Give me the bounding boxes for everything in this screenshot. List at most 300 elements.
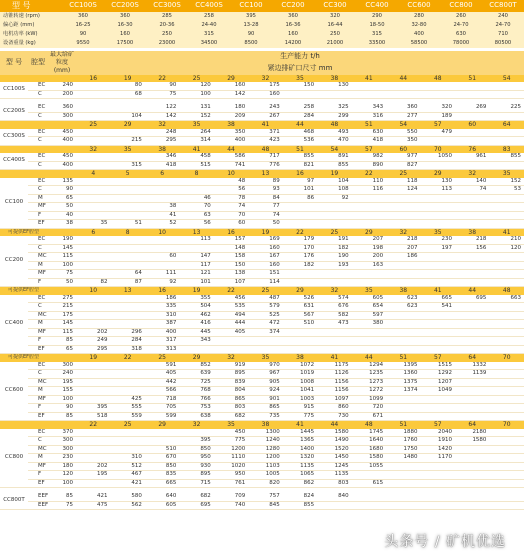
spec-value: 14200 [272, 39, 314, 48]
capacity-value: 1139 [455, 370, 489, 379]
capacity-value [489, 220, 524, 229]
capacity-value: 41 [145, 211, 179, 220]
spec-value: 160 [104, 30, 146, 39]
capacity-value: 1055 [352, 462, 386, 471]
capacity-value [317, 501, 351, 510]
capacity-value [489, 337, 524, 346]
capacity-value [421, 161, 455, 170]
max-feed-size: 115 [48, 328, 76, 337]
capacity-value: 582 [317, 311, 351, 320]
max-feed-size: 65 [48, 345, 76, 354]
group-model: CC200 [0, 236, 28, 287]
capacity-value: 1374 [386, 387, 420, 396]
max-feed-size: 85 [48, 493, 76, 501]
capacity-value: 865 [214, 395, 248, 404]
capacity-value [455, 303, 489, 312]
capacity-value: 804 [214, 387, 248, 396]
spec-value: 90 [62, 30, 104, 39]
capacity-row [0, 295, 524, 303]
capacity-value [110, 104, 144, 112]
max-feed-size: 300 [48, 445, 76, 454]
capacity-value [455, 82, 489, 90]
spec-label: 电机功率 (kW) [0, 30, 62, 39]
capacity-value: 1480 [386, 454, 420, 463]
capacity-value [386, 261, 420, 270]
capacity-value: 1745 [352, 429, 386, 437]
cavity-type: EC [28, 104, 48, 112]
capacity-value: 225 [489, 104, 524, 112]
capacity-value [455, 211, 489, 220]
css-value: 25 [386, 170, 420, 178]
capacity-value: 152 [179, 112, 213, 121]
capacity-value: 264 [179, 129, 213, 137]
css-value: 41 [489, 228, 524, 236]
capacity-value: 267 [248, 112, 282, 121]
capacity-row [0, 462, 524, 471]
css-value: 29 [421, 170, 455, 178]
css-band-row [0, 228, 524, 236]
capacity-value: 555 [110, 404, 144, 413]
capacity-value: 48 [214, 178, 248, 186]
cavity-type: MF [28, 462, 48, 471]
capacity-value: 1156 [317, 387, 351, 396]
spec-value: 395 [230, 12, 272, 21]
capacity-value: 1072 [283, 362, 317, 370]
capacity-value [76, 270, 110, 279]
css-value: 41 [283, 421, 317, 429]
capacity-value [386, 203, 420, 212]
model-name: CC400S [188, 0, 230, 12]
capacity-value [145, 429, 179, 437]
capacity-value [76, 395, 110, 404]
spec-value: 24-70 [482, 21, 524, 30]
capacity-value: 1065 [283, 471, 317, 480]
capacity-value: 1200 [248, 454, 282, 463]
capacity-value: 1126 [317, 370, 351, 379]
capacity-value [76, 82, 110, 90]
css-value: 38 [317, 75, 351, 83]
capacity-value: 1175 [317, 362, 351, 370]
capacity-value [352, 471, 386, 480]
css-value: 32 [248, 75, 282, 83]
css-value: 19 [76, 354, 110, 362]
capacity-row [0, 270, 524, 279]
capacity-value: 559 [110, 412, 144, 421]
capacity-value: 295 [76, 345, 110, 354]
css-value: 25 [317, 228, 351, 236]
capacity-value [110, 178, 144, 186]
capacity-value: 160 [214, 82, 248, 90]
capacity-value: 1135 [283, 462, 317, 471]
css-value: 8 [110, 228, 144, 236]
capacity-value: 355 [179, 295, 213, 303]
cavity-type: MC [28, 378, 48, 387]
capacity-value [455, 278, 489, 287]
capacity-value: 350 [386, 137, 420, 146]
css-value: 38 [214, 121, 248, 129]
capacity-value: 405 [214, 328, 248, 337]
capacity-value: 1240 [248, 437, 282, 446]
capacity-value: 1360 [386, 370, 420, 379]
capacity-row [0, 112, 524, 121]
css-value: 44 [455, 287, 489, 295]
cavity-type: MF [28, 270, 48, 279]
capacity-value: 163 [352, 261, 386, 270]
capacity-value [489, 501, 524, 510]
capacity-value: 824 [283, 493, 317, 501]
capacity-value [455, 337, 489, 346]
capacity-value: 761 [214, 479, 248, 488]
css-value: 41 [248, 121, 282, 129]
model-name: CC300 [314, 0, 356, 12]
capacity-row [0, 244, 524, 253]
cavity-type: EC [28, 153, 48, 161]
capacity-value: 623 [386, 303, 420, 312]
capacity-value [489, 454, 524, 463]
css-value: 22 [214, 287, 248, 295]
capacity-value: 776 [248, 161, 282, 170]
band-note [0, 121, 76, 129]
capacity-value: 207 [386, 244, 420, 253]
capacity-value [455, 161, 489, 170]
cavity-type: C [28, 90, 48, 99]
capacity-value: 493 [317, 129, 351, 137]
capacity-value [110, 437, 144, 446]
capacity-value [352, 493, 386, 501]
capacity-value: 371 [248, 129, 282, 137]
capacity-value: 682 [214, 412, 248, 421]
capacity-value: 1294 [352, 362, 386, 370]
max-feed-size: 300 [48, 437, 76, 446]
capacity-value [76, 129, 110, 137]
cavity-type: EC [28, 82, 48, 90]
capacity-value: 775 [214, 437, 248, 446]
capacity-value: 468 [283, 129, 317, 137]
capacity-value: 840 [317, 493, 351, 501]
spec-value: 78000 [440, 39, 482, 48]
capacity-value [76, 104, 110, 112]
capacity-value: 179 [283, 236, 317, 244]
capacity-value: 665 [421, 295, 455, 303]
max-feed-size: 145 [48, 244, 76, 253]
group-model: CC100 [0, 178, 28, 229]
max-feed-size: 155 [48, 387, 76, 396]
capacity-value: 1273 [352, 378, 386, 387]
capacity-value [386, 479, 420, 488]
spec-value: 290 [356, 12, 398, 21]
capacity-value: 156 [455, 244, 489, 253]
capacity-value: 114 [248, 278, 282, 287]
capacity-value: 515 [179, 161, 213, 170]
capacity-value: 313 [145, 345, 179, 354]
cavity-type: F [28, 471, 48, 480]
capacity-value: 1580 [352, 454, 386, 463]
css-band-row [0, 145, 524, 153]
capacity-value: 709 [214, 493, 248, 501]
cavity-type: M [28, 194, 48, 203]
max-feed-size: 400 [48, 137, 76, 146]
capacity-value: 597 [352, 311, 386, 320]
cavity-type: C [28, 437, 48, 446]
spec-value: 18-50 [356, 21, 398, 30]
css-value: 41 [421, 287, 455, 295]
model-name: CC100 [230, 0, 272, 12]
capacity-value: 631 [283, 303, 317, 312]
css-value: 32 [76, 145, 110, 153]
capacity-value: 442 [145, 378, 179, 387]
capacity-value: 131 [179, 104, 213, 112]
capacity-value: 310 [110, 454, 144, 463]
capacity-value: 320 [421, 104, 455, 112]
css-value: 60 [386, 145, 420, 153]
max-feed-size: 75 [48, 270, 76, 279]
max-feed-size: 450 [48, 153, 76, 161]
max-feed-size: 100 [48, 395, 76, 404]
capacity-value: 654 [352, 303, 386, 312]
model-name: CC400 [356, 0, 398, 12]
css-value: 41 [179, 145, 213, 153]
capacity-value [352, 278, 386, 287]
capacity-value [179, 429, 213, 437]
group-model: CC800 [0, 429, 28, 488]
css-value: 48 [489, 287, 524, 295]
capacity-value [489, 303, 524, 312]
capacity-value [179, 178, 213, 186]
group-model: CC400 [0, 295, 28, 354]
capacity-row [0, 471, 524, 480]
css-value: 29 [179, 354, 213, 362]
capacity-value: 421 [76, 493, 110, 501]
capacity-value: 1019 [283, 370, 317, 379]
capacity-value [110, 429, 144, 437]
capacity-value: 198 [352, 244, 386, 253]
capacity-value [283, 278, 317, 287]
band-note: 可提供EF腔型 [0, 354, 76, 362]
css-value: 44 [214, 145, 248, 153]
capacity-value: 1280 [248, 445, 282, 454]
max-feed-size: 360 [48, 104, 76, 112]
capacity-value: 118 [386, 178, 420, 186]
capacity-value [386, 82, 420, 90]
capacity-value: 730 [317, 412, 351, 421]
capacity-value: 124 [386, 186, 420, 195]
capacity-value: 1103 [248, 462, 282, 471]
css-value: 48 [317, 121, 351, 129]
capacity-value [145, 236, 179, 244]
max-feed-size: 135 [48, 178, 76, 186]
capacity-row [0, 203, 524, 212]
band-note [0, 421, 76, 429]
capacity-value: 400 [214, 137, 248, 146]
capacity-head-row2 [0, 63, 524, 75]
capacity-value: 60 [214, 220, 248, 229]
capacity-value: 605 [352, 295, 386, 303]
capacity-value [76, 253, 110, 262]
spec-value: 8500 [230, 39, 272, 48]
capacity-value: 176 [283, 253, 317, 262]
css-value: 22 [352, 170, 386, 178]
capacity-row [0, 311, 524, 320]
capacity-row [0, 236, 524, 244]
cavity-type: F [28, 404, 48, 413]
capacity-value: 1365 [283, 437, 317, 446]
capacity-value: 1332 [455, 362, 489, 370]
capacity-value: 919 [214, 362, 248, 370]
capacity-value: 107 [214, 278, 248, 287]
css-value: 41 [352, 75, 386, 83]
capacity-row [0, 104, 524, 112]
capacity-value [76, 261, 110, 270]
capacity-value [317, 90, 351, 99]
spec-value: 13-28 [230, 21, 272, 30]
spec-value: 16-36 [272, 21, 314, 30]
capacity-value [110, 129, 144, 137]
capacity-value [76, 479, 110, 488]
group-model: CC200S [0, 104, 28, 121]
capacity-value [76, 437, 110, 446]
capacity-value: 615 [352, 479, 386, 488]
max-feed-size: 450 [48, 129, 76, 137]
capacity-value: 60 [145, 253, 179, 262]
capacity-value [76, 295, 110, 303]
capacity-value [110, 320, 144, 329]
capacity-row [0, 261, 524, 270]
capacity-value: 52 [145, 220, 179, 229]
css-value: 10 [76, 287, 110, 295]
capacity-value: 314 [179, 137, 213, 146]
capacity-value: 140 [455, 178, 489, 186]
capacity-value [283, 345, 317, 354]
capacity-value: 249 [76, 337, 110, 346]
capacity-head-row [0, 51, 524, 63]
capacity-value [489, 137, 524, 146]
capacity-value: 215 [110, 137, 144, 146]
capacity-value [455, 501, 489, 510]
capacity-value [421, 90, 455, 99]
capacity-value: 269 [455, 104, 489, 112]
capacity-value: 566 [145, 387, 179, 396]
capacity-row [0, 90, 524, 99]
max-feed-size: 90 [48, 186, 76, 195]
capacity-value [455, 90, 489, 99]
capacity-value: 855 [283, 501, 317, 510]
capacity-value: 90 [145, 82, 179, 90]
capacity-value [110, 378, 144, 387]
col-max-feed: 最大给矿粒度 (mm) [49, 50, 74, 74]
capacity-value [317, 270, 351, 279]
capacity-value [283, 203, 317, 212]
capacity-row [0, 337, 524, 346]
capacity-value: 2180 [455, 429, 489, 437]
max-feed-size: 90 [48, 404, 76, 413]
capacity-value [352, 211, 386, 220]
capacity-value [76, 303, 110, 312]
capacity-value: 182 [317, 244, 351, 253]
capacity-value: 418 [352, 137, 386, 146]
capacity-value [489, 90, 524, 99]
capacity-value [421, 395, 455, 404]
capacity-value: 142 [145, 112, 179, 121]
capacity-value [386, 501, 420, 510]
capacity-row [0, 378, 524, 387]
capacity-value [455, 137, 489, 146]
capacity-value [489, 479, 524, 488]
capacity-value [179, 186, 213, 195]
css-value: 16 [145, 287, 179, 295]
band-note [0, 170, 76, 178]
capacity-value: 820 [248, 479, 282, 488]
capacity-value: 230 [421, 236, 455, 244]
capacity-value: 970 [248, 362, 282, 370]
capacity-value [76, 194, 110, 203]
cavity-type: F [28, 211, 48, 220]
capacity-value [110, 194, 144, 203]
capacity-value [455, 345, 489, 354]
css-value: 57 [421, 121, 455, 129]
capacity-value [489, 437, 524, 446]
capacity-value: 160 [248, 90, 282, 99]
capacity-value: 182 [283, 261, 317, 270]
cavity-type: EF [28, 220, 48, 229]
css-value: 19 [317, 170, 351, 178]
capacity-value: 1200 [214, 445, 248, 454]
capacity-value [386, 493, 420, 501]
css-value: 32 [214, 354, 248, 362]
capacity-value: 202 [76, 328, 110, 337]
cavity-type: F [28, 337, 48, 346]
capacity-value: 142 [214, 90, 248, 99]
capacity-value [455, 203, 489, 212]
capacity-value [386, 404, 420, 413]
max-feed-size: 100 [48, 479, 76, 488]
cavity-type: EC [28, 429, 48, 437]
capacity-value: 479 [421, 129, 455, 137]
capacity-value [76, 112, 110, 121]
capacity-value [76, 211, 110, 220]
spec-value: 80500 [482, 39, 524, 48]
capacity-value [145, 194, 179, 203]
max-feed-size: 275 [48, 295, 76, 303]
capacity-value [489, 462, 524, 471]
capacity-value: 148 [214, 244, 248, 253]
capacity-value: 1003 [283, 395, 317, 404]
capacity-value: 855 [489, 153, 524, 161]
capacity-value: 725 [179, 378, 213, 387]
capacity-value: 1050 [421, 153, 455, 161]
capacity-value: 147 [179, 253, 213, 262]
css-band-row [0, 354, 524, 362]
max-feed-size: 370 [48, 429, 76, 437]
capacity-value: 1156 [317, 378, 351, 387]
max-feed-size: 240 [48, 82, 76, 90]
capacity-value: 343 [179, 337, 213, 346]
capacity-value: 525 [248, 311, 282, 320]
capacity-value [110, 445, 144, 454]
capacity-value: 1110 [214, 454, 248, 463]
spec-row [0, 30, 524, 39]
capacity-value: 623 [386, 295, 420, 303]
capacity-value: 64 [110, 270, 144, 279]
capacity-value: 852 [179, 362, 213, 370]
capacity-value [421, 493, 455, 501]
css-value: 70 [421, 145, 455, 153]
capacity-value: 152 [489, 178, 524, 186]
capacity-value: 803 [214, 404, 248, 413]
capacity-value [76, 320, 110, 329]
capacity-value: 663 [489, 295, 524, 303]
cavity-type: EF [28, 479, 48, 488]
capacity-value: 350 [214, 129, 248, 137]
